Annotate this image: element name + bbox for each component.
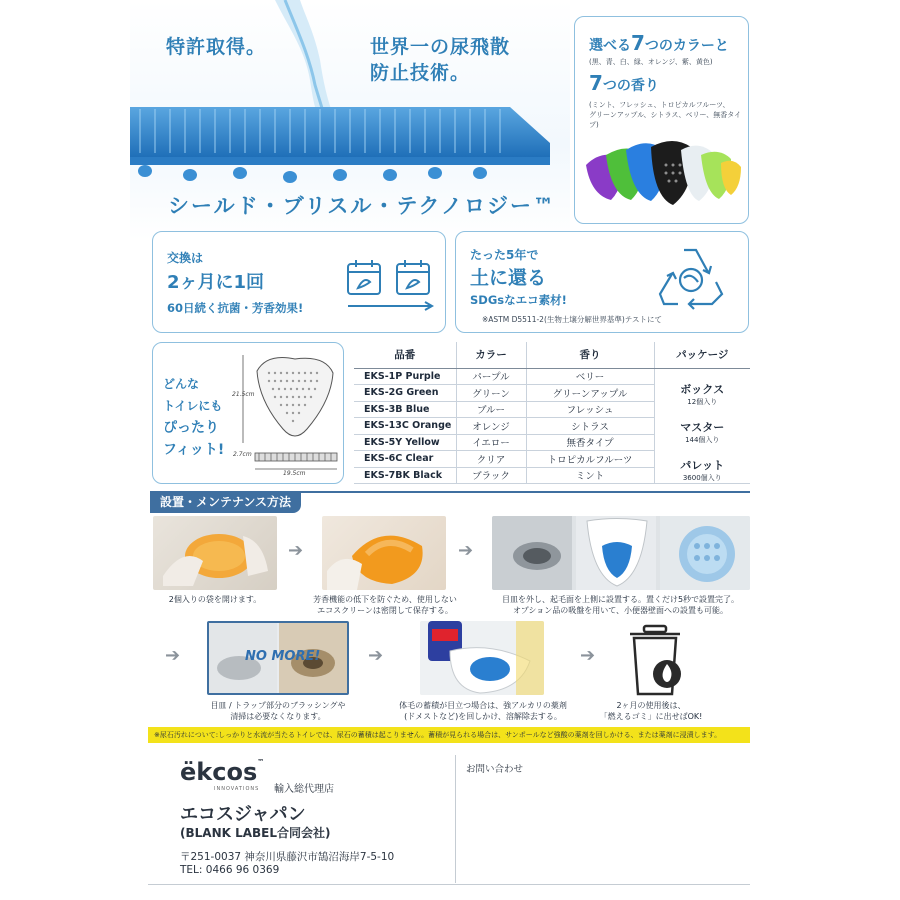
- table-header-row: [354, 342, 750, 368]
- footer-divider: [455, 755, 456, 883]
- tech-headline-line1: 世界一の尿飛散: [370, 36, 511, 58]
- tech-headline-line2: 防止技術。: [370, 62, 471, 84]
- caption-step5-line1: 体毛の蓄積が目立つ場合は、強アルカリの薬剤: [399, 701, 567, 710]
- cell-scent: ミント: [526, 467, 654, 484]
- cell-color: パープル: [456, 368, 526, 385]
- bristle-mat-image: [130, 95, 570, 185]
- patent-headline: 特許取得。: [166, 36, 267, 58]
- cell-color: グリーン: [456, 385, 526, 402]
- calendar-icon: [345, 258, 437, 316]
- header-scent: 香り: [526, 342, 654, 368]
- fit-line2: トイレにも: [163, 399, 223, 413]
- dim-height-label: 21.5cm: [232, 391, 255, 398]
- photo-install: [492, 516, 750, 590]
- colors-scents-box: [574, 16, 749, 224]
- cell-code: EKS-6C Clear: [354, 451, 456, 468]
- caption-step4-line1: 目皿 / トラップ部分のブラッシングや: [210, 701, 346, 710]
- step-arrow-2: ➔: [458, 540, 474, 561]
- import-agent-label: 輸入総代理店: [274, 784, 334, 795]
- no-more-label: NO MORE!: [245, 649, 321, 664]
- scents-heading-suffix: つの香り: [602, 78, 659, 94]
- scents-list-line2: グリーンアップル、シトラス、ベリー、無香タイプ): [589, 111, 742, 129]
- package-pallet-sub: 3600個入り: [682, 473, 722, 482]
- caption-step6-line1: 2ヶ月の使用後は、: [616, 701, 686, 710]
- product-table: [354, 342, 750, 484]
- caption-step4-line2: 清掃は必要なくなります。: [230, 712, 326, 721]
- exchange-line2: 2ヶ月に1回: [167, 272, 265, 293]
- ekcos-logo-sub: INNOVATIONS: [214, 786, 260, 792]
- caption-step5: [385, 700, 581, 722]
- product-table-wrap: [354, 342, 750, 484]
- package-master-name: マスター: [680, 420, 725, 434]
- cell-scent: フレッシュ: [526, 401, 654, 418]
- cell-code: EKS-5Y Yellow: [354, 434, 456, 451]
- cell-code: EKS-7BK Black: [354, 467, 456, 484]
- caption-step3-line2: オプション品の吸盤を用いて、小便器壁面への設置も可能。: [512, 606, 729, 615]
- colors-heading-suffix: つのカラーと: [644, 38, 729, 54]
- photo-chemical-art: [420, 621, 544, 695]
- fit-line3: ぴったり: [163, 420, 219, 436]
- cell-color: オレンジ: [456, 418, 526, 435]
- colors-list: (黒、青、白、緑、オレンジ、紫、黄色): [589, 58, 713, 66]
- step-arrow-1: ➔: [288, 540, 304, 561]
- ekcos-logo-text: ëkcos: [180, 758, 258, 786]
- cell-scent: 無香タイプ: [526, 434, 654, 451]
- scents-count: 7: [589, 71, 603, 95]
- caption-step2-line1: 芳香機能の低下を防ぐため、使用しない: [313, 595, 457, 604]
- photo-open-bag-art: [153, 516, 277, 590]
- caption-step1: 2個入りの袋を開けます。: [168, 595, 262, 604]
- caption-step4: [190, 700, 366, 722]
- urine-stone-warning: ※尿石汚れについて:しっかりと水流が当たるトイレでは、尿石の蓄積は起こりません。蓄積が見られる場合は、サンポールなど強酸の薬剤を回しかける、または薬剤に浸漬します。: [148, 727, 750, 743]
- scents-heading: [589, 71, 659, 95]
- colors-heading: [589, 31, 729, 55]
- eco-note: ※ASTM D5511-2(生物土壌分解世界基準)テストにて: [482, 315, 663, 324]
- company-name: エコスジャパン: [180, 804, 306, 825]
- package-pallet-name: パレット: [680, 458, 725, 472]
- caption-step2: [300, 594, 470, 616]
- photo-no-more: [207, 621, 349, 695]
- caption-step3-line1: 目皿を外し、起毛面を上側に設置する。置くだけ5秒で設置完了。: [501, 595, 740, 604]
- header-color: カラー: [456, 342, 526, 368]
- caption-step6: [586, 700, 716, 722]
- company-tel: TEL: 0466 96 0369: [180, 864, 280, 876]
- company-address: 〒251-0037 神奈川県藤沢市鵠沼海岸7-5-10: [180, 851, 395, 863]
- dim-width-label: 19.5cm: [283, 470, 306, 477]
- eco-box: [455, 231, 749, 333]
- cell-code: EKS-3B Blue: [354, 401, 456, 418]
- caption-step2-line2: エコスクリーンは密閉して保存する。: [317, 606, 453, 615]
- ekcos-logo: [180, 758, 264, 786]
- photo-chemical: [420, 621, 544, 695]
- shield-bristle-technology-title: シールド・ブリスル・テクノロジー™: [168, 194, 557, 218]
- fit-text: [163, 373, 224, 461]
- step-arrow-4: ➔: [368, 645, 384, 666]
- color-variants-photo: [581, 125, 743, 220]
- contact-label: お問い合わせ: [466, 764, 524, 775]
- fit-line4: フィット!: [163, 442, 225, 458]
- photo-open-bag: [153, 516, 277, 590]
- company-legal-name: (BLANK LABEL合同会社): [180, 826, 331, 840]
- colors-heading-prefix: 選べる: [589, 38, 631, 54]
- photo-store-sealed: [322, 516, 446, 590]
- exchange-line3: 60日続く抗菌・芳香効果!: [167, 301, 304, 315]
- package-box-name: ボックス: [680, 382, 725, 396]
- package-box: [655, 381, 751, 407]
- product-dimension-diagram: [235, 351, 341, 479]
- cell-color: イエロー: [456, 434, 526, 451]
- header-package: パッケージ: [654, 342, 750, 368]
- footer-bottom-rule: [148, 884, 750, 885]
- cell-scent: グリーンアップル: [526, 385, 654, 402]
- exchange-line1: 交換は: [167, 251, 204, 265]
- scents-list-line1: (ミント、フレッシュ、トロピカルフルーツ、: [589, 101, 730, 109]
- cell-code: EKS-13C Orange: [354, 418, 456, 435]
- eco-line1: たった5年で: [470, 248, 539, 262]
- install-section-title: 設置・メンテナンス方法: [150, 491, 301, 513]
- eco-line2: 土に還る: [470, 267, 547, 289]
- caption-step5-line2: (ドメストなど)を回しかけ、溶解除去する。: [404, 712, 562, 721]
- package-box-sub: 12個入り: [687, 397, 718, 406]
- caption-step3: [478, 594, 763, 616]
- caption-step6-line2: 「燃えるゴミ」に出せばOK!: [599, 712, 703, 721]
- fit-line1: どんな: [163, 377, 200, 391]
- cell-code: EKS-2G Green: [354, 385, 456, 402]
- exchange-box: [152, 231, 446, 333]
- dim-depth-label: 2.7cm: [233, 451, 252, 458]
- step-arrow-5: ➔: [580, 645, 596, 666]
- recycle-icon: [656, 242, 726, 312]
- photo-store-sealed-art: [322, 516, 446, 590]
- cell-color: ブルー: [456, 401, 526, 418]
- package-pallet: [655, 457, 751, 483]
- step-arrow-3: ➔: [165, 645, 181, 666]
- trash-can-icon: [622, 624, 692, 698]
- colors-count: 7: [631, 31, 645, 55]
- package-master: [655, 419, 751, 445]
- header-code: 品番: [354, 342, 456, 368]
- table-row: [354, 368, 750, 385]
- cell-scent: ベリー: [526, 368, 654, 385]
- cell-code: EKS-1P Purple: [354, 368, 456, 385]
- ekcos-logo-tm: ™: [257, 758, 265, 766]
- fit-box: [152, 342, 344, 484]
- cell-scent: シトラス: [526, 418, 654, 435]
- cell-color: ブラック: [456, 467, 526, 484]
- package-master-sub: 144個入り: [685, 435, 720, 444]
- cell-scent: トロピカルフルーツ: [526, 451, 654, 468]
- package-cell: [654, 368, 750, 484]
- cell-color: クリア: [456, 451, 526, 468]
- eco-line3: SDGsなエコ素材!: [470, 293, 567, 307]
- photo-install-art: [492, 516, 750, 590]
